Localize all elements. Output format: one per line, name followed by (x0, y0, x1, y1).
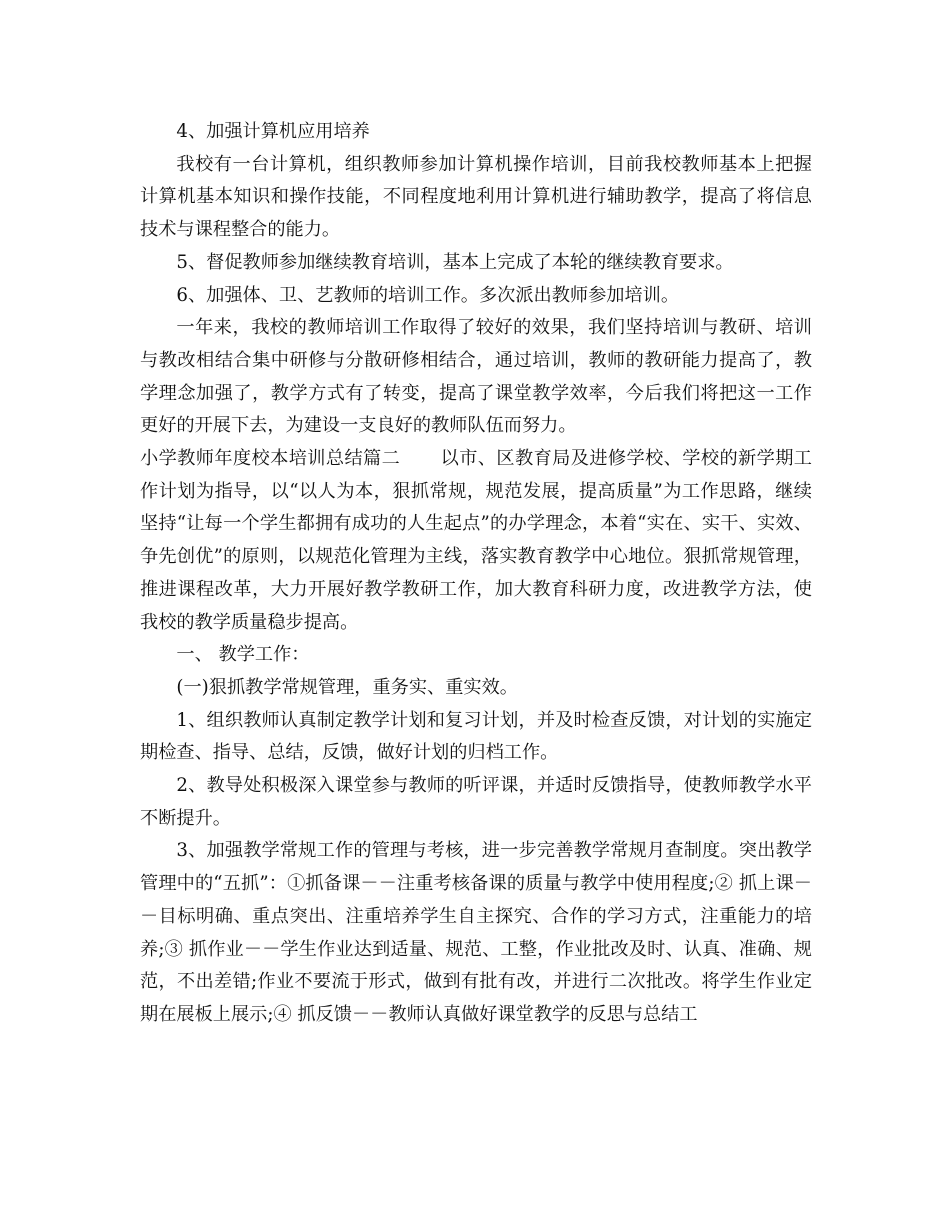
paragraph-item-5: 5、督促教师参加继续教育培训，基本上完成了本轮的继续教育要求。 (176, 251, 734, 273)
section-two-paragraph (140, 443, 812, 639)
paragraph-routine-management: (一)狠抓教学常规管理，重务实、重实效。 (176, 676, 518, 698)
paragraph-year-summary: 一年来，我校的教师培训工作取得了较好的效果，我们坚持培训与教研、培训与教改相结合集中研修与分散研修相结合，通过培训，教师的教研能力提高了，教学理念加强了，教学方式有了转变，提高了课堂教学效率，今后我们将把这一工作更好的开展下去，为建设一支良好的教师队伍而努力。 (140, 317, 812, 437)
document-page (140, 116, 812, 1032)
section-heading: 小学教师年度校本培训总结篇二 (140, 448, 401, 470)
paragraph-teaching-work: 一、 教学工作： (176, 644, 310, 666)
paragraph-heading-4: 4、加强计算机应用培养 (176, 121, 370, 142)
paragraph-item-2: 2、教导处积极深入课堂参与教师的听评课，并适时反馈指导，使教师教学水平不断提升。 (140, 775, 812, 829)
paragraph-item-3: 3、加强教学常规工作的管理与考核，进一步完善教学常规月查制度。突出教学管理中的“五抓”：①抓备课－－注重考核备课的质量与教学中使用程度;② 抓上课－－目标明确、重点突出、注重培养学生自主探究、合作的学习方式，注重能力的培养;③ 抓作业－－学生作业达到适量、规范、工整，作业批改及时、认真、准确、规范，不出差错;作业不要流于形式，做到有批有改，并进行二次批改。将学生作业定期在展板上展示;④ 抓反馈－－教师认真做好课堂教学的反思与总结工 (140, 840, 812, 1025)
paragraph-item-1: 1、组织教师认真制定教学计划和复习计划，并及时检查反馈，对计划的实施定期检查、指导、总结，反馈，做好计划的归档工作。 (140, 709, 812, 764)
paragraph-item-6: 6、加强体、卫、艺教师的培训工作。多次派出教师参加培训。 (176, 284, 680, 306)
paragraph-computer-training: 我校有一台计算机，组织教师参加计算机操作培训，目前我校教师基本上把握计算机基本知识和操作技能，不同程度地利用计算机进行辅助教学，提高了将信息技术与课程整合的能力。 (140, 153, 812, 241)
section-intro: 以市、区教育局及进修学校、学校的新学期工作计划为指导，以“以人为本，狠抓常规，规范发展，提高质量”为工作思路，继续坚持“让每一个学生都拥有成功的人生起点”的办学理念，本着“实在、实干、实效、争先创优”的原则，以规范化管理为主线，落实教育教学中心地位。狠抓常规管理，推进课程改革，大力开展好教学教研工作，加大教育科研力度，改进教学方法，使我校的教学质量稳步提高。 (140, 448, 812, 633)
